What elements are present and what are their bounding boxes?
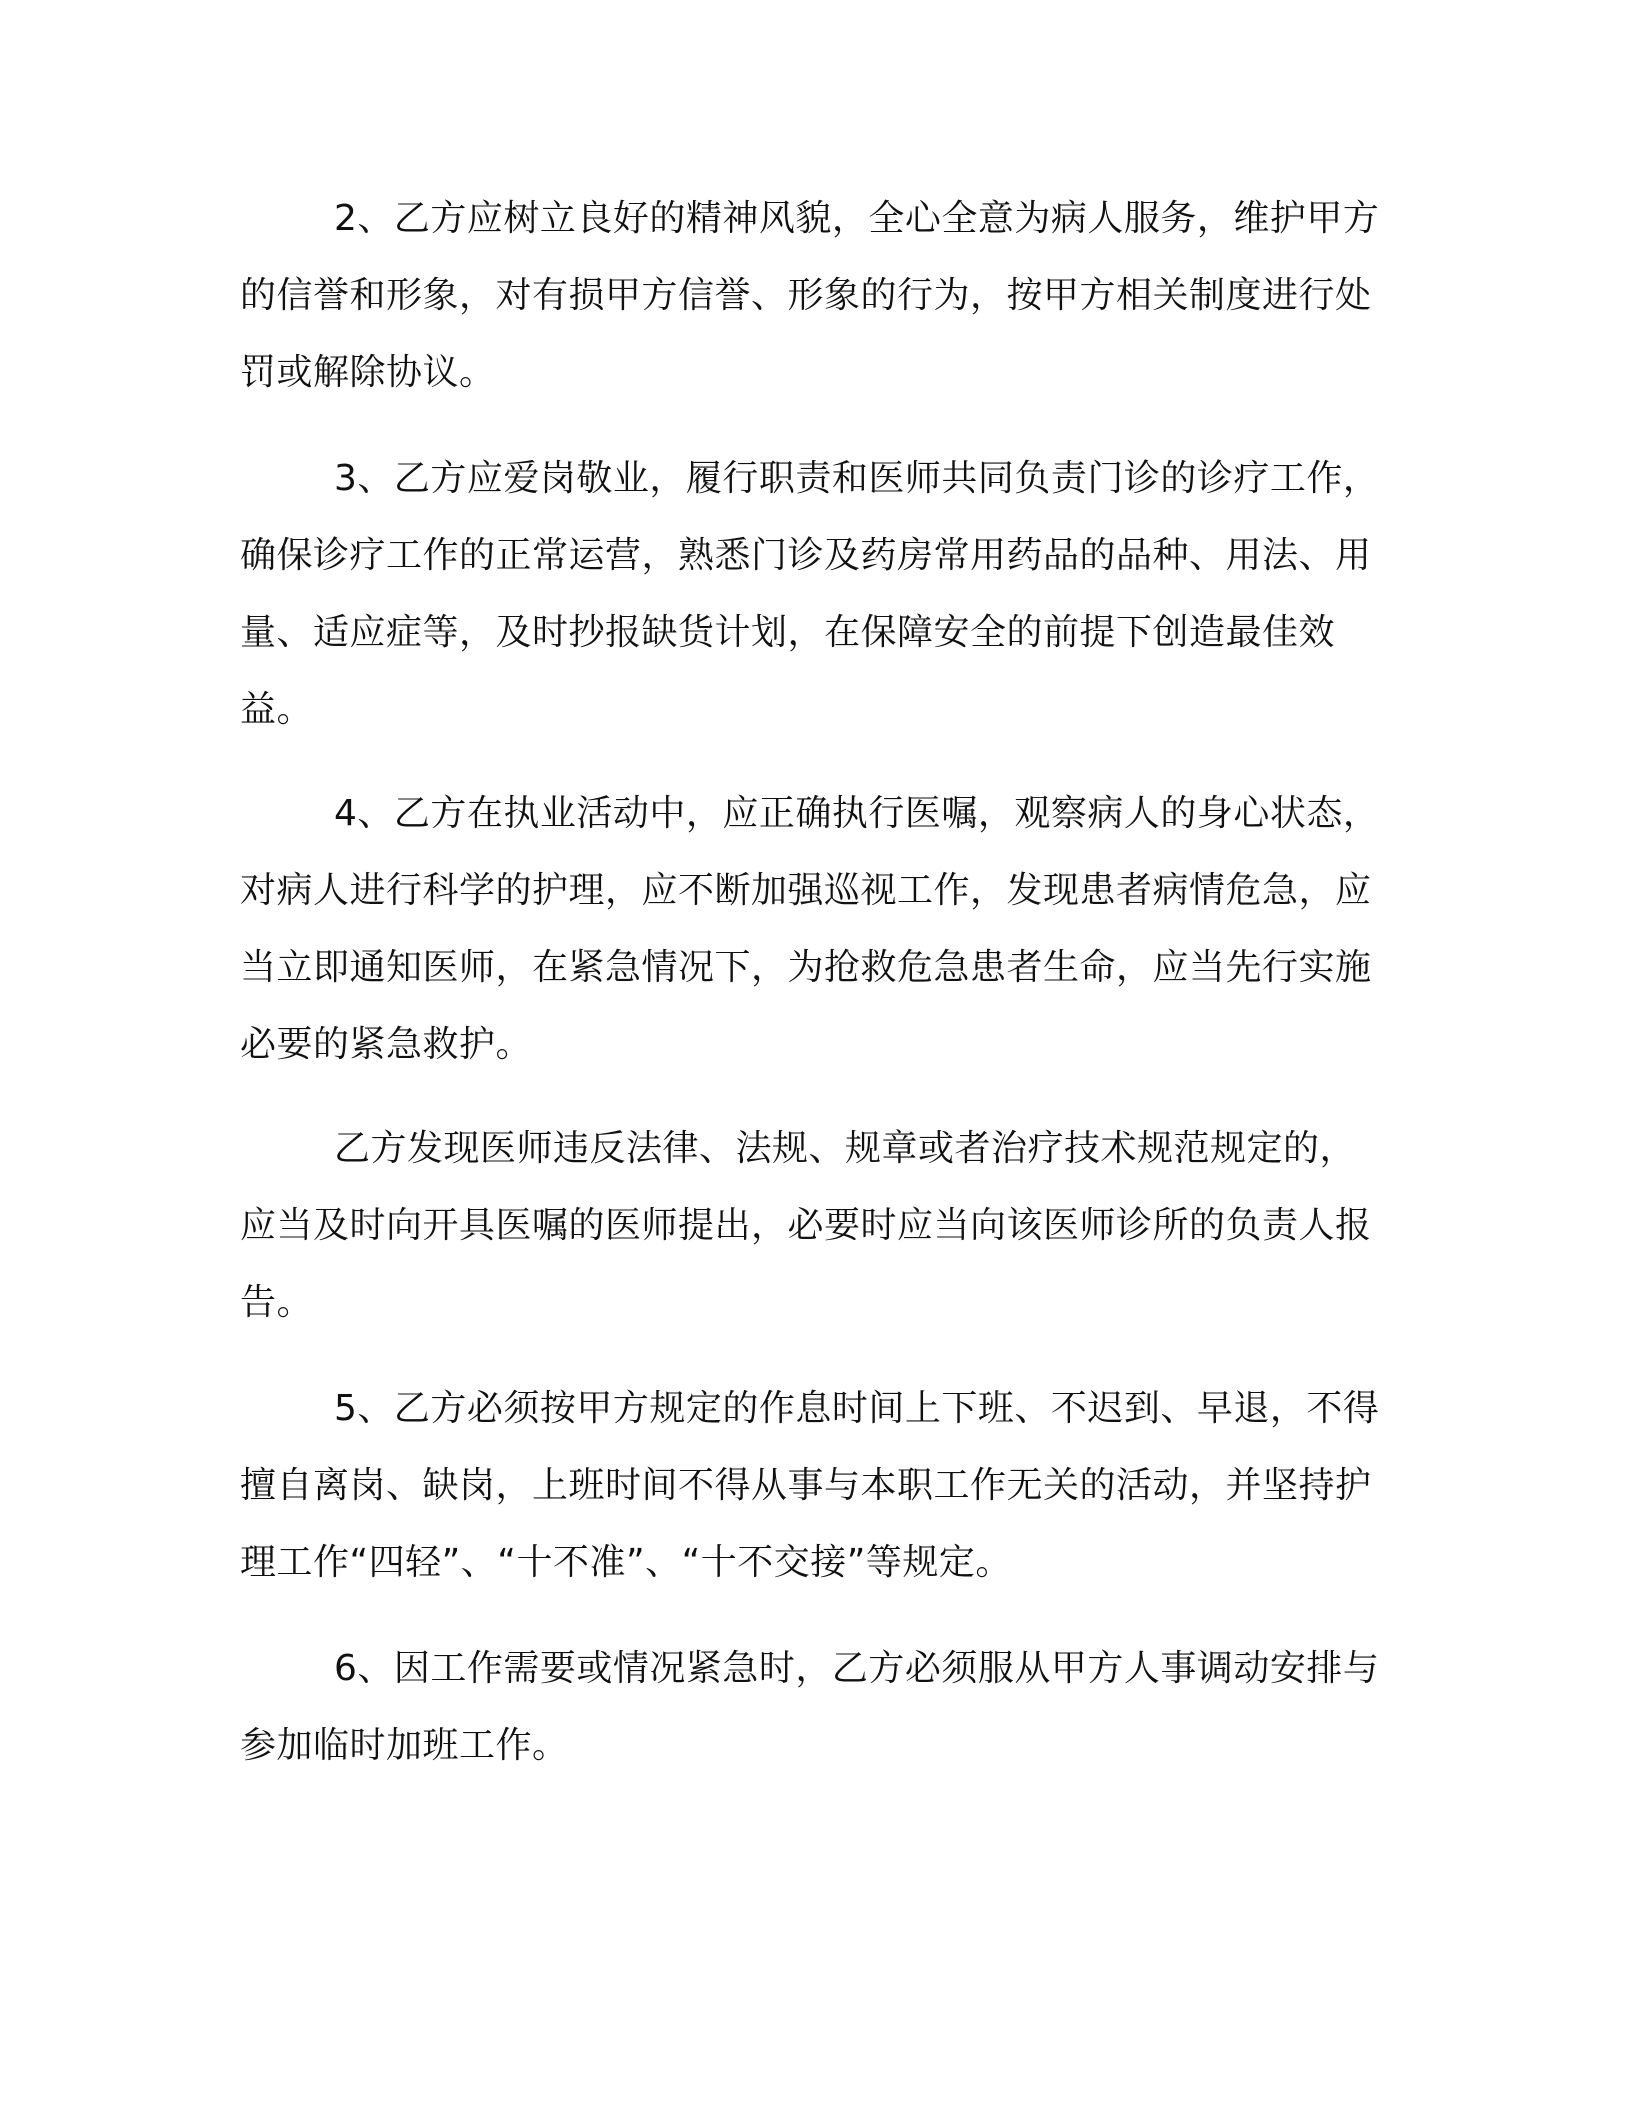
- paragraph-clause-4: 4、乙方在执业活动中，应正确执行医嘱，观察病人的身心状态，对病人进行科学的护理，应不断加强巡视工作，发现患者病情危急，应当立即通知医师，在紧急情况下，为抢救危急患者生命，应当先行实施必要的紧急救护。: [240, 793, 1380, 1065]
- paragraph-clause-6: 6、因工作需要或情况紧急时，乙方必须服从甲方人事调动安排与参加临时加班工作。: [240, 1648, 1380, 1766]
- paragraph-clause-4-supplement: 乙方发现医师违反法律、法规、规章或者治疗技术规范规定的，应当及时向开具医嘱的医师提出，必要时应当向该医师诊所的负责人报告。: [240, 1128, 1372, 1323]
- paragraph-clause-3: 3、乙方应爱岗敬业，履行职责和医师共同负责门诊的诊疗工作，确保诊疗工作的正常运营，熟悉门诊及药房常用药品的品种、用法、用量、适应症等，及时抄报缺货计划，在保障安全的前提下创造最佳效益。: [240, 458, 1380, 730]
- paragraph-clause-5: 5、乙方必须按甲方规定的作息时间上下班、不迟到、早退，不得擅自离岗、缺岗，上班时间不得从事与本职工作无关的活动，并坚持护理工作“四轻”、“十不准”、“十不交接”等规定。: [240, 1388, 1380, 1583]
- paragraph-clause-2: 2、乙方应树立良好的精神风貌，全心全意为病人服务，维护甲方的信誉和形象，对有损甲方信誉、形象的行为，按甲方相关制度进行处罚或解除协议。: [240, 198, 1380, 393]
